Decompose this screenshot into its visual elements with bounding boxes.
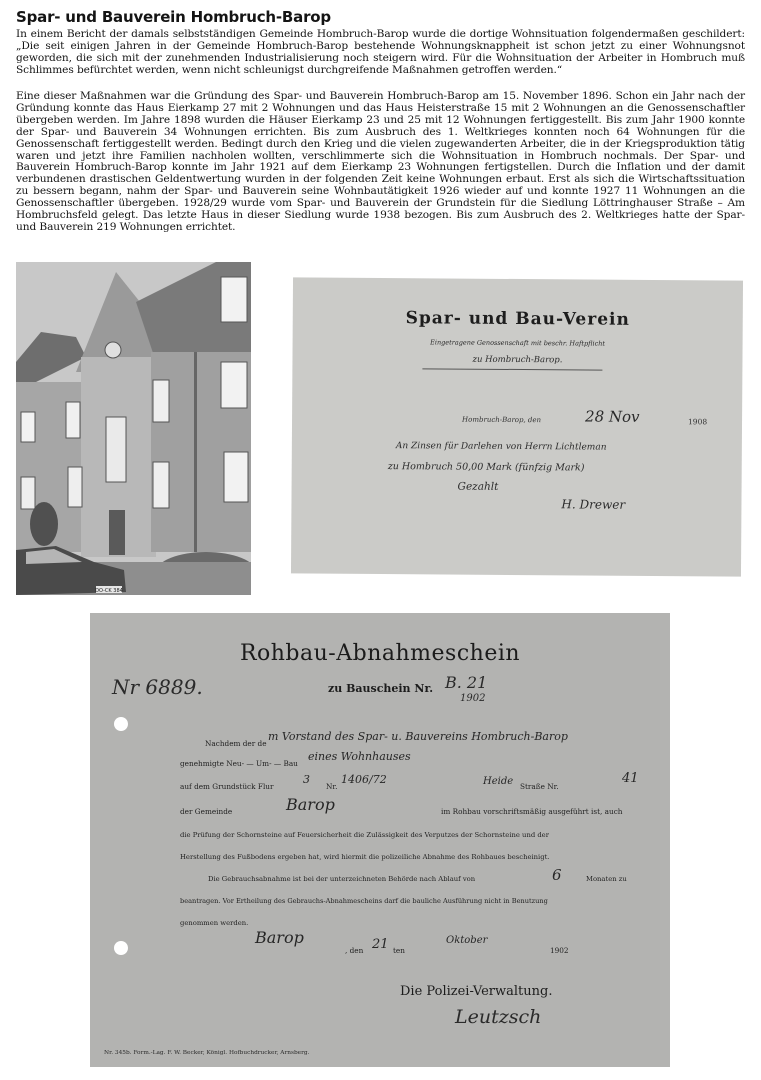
cert-line-2-hand: eines Wohnhauses: [308, 750, 411, 763]
intro-paragraph: In einem Bericht der damals selbstständigen Gemeinde Hombruch-Barop wurde die dortige Wohnsituation folgendermaßen geschildert: „Die seit einigen Jahren in der Gemeinde Hombruch-Barop bestehende Wohnungsknappheit ist schon jetzt zu einer Wohnungsnot geworden, die sich mit der zunehmenden Industrialisierung noch steigern wird. Für die Wohnsituation der Arbeiter in Hombruch muß Schlimmes befürchtet werden, wenn nicht schleunigst durchgreifende Maßnahmen getroffen werden.“: [16, 28, 745, 76]
receipt-hand-line-2: zu Hombruch 50,00 Mark (fünfzig Mark): [387, 461, 585, 474]
cert-line-5-print: die Prüfung der Schornsteine auf Feuersicherheit die Zulässigkeit des Verputzes der Schornsteine und der: [180, 831, 549, 839]
cert-line-4-print-b: im Rohbau vorschriftsmäßig ausgeführt ist, auch: [441, 807, 623, 816]
receipt-place: zu Hombruch-Barop.: [472, 354, 563, 366]
cert-date-suffix: ten: [393, 946, 405, 955]
receipt-date-handwritten: 28 Nov: [585, 407, 640, 426]
license-plate: DO-CK 384: [95, 588, 123, 594]
building-illustration: [16, 262, 251, 595]
certificate-hand-number: Nr 6889.: [112, 675, 203, 699]
cert-line-3-hand-b: 1406/72: [341, 773, 387, 786]
receipt-subtitle: Eingetragene Genossenschaft mit beschr. Haftpflicht: [430, 338, 606, 348]
page-heading: Spar- und Bauverein Hombruch-Barop: [16, 8, 331, 26]
receipt-hand-line-3: Gezahlt: [457, 480, 499, 493]
cert-date-prefix: , den: [345, 946, 364, 955]
receipt-document: [291, 277, 743, 576]
cert-date-day-hand: 21: [372, 937, 389, 952]
cert-date-month-hand: Oktober: [446, 935, 488, 946]
cert-line-4-hand: Barop: [286, 795, 335, 814]
cert-line-3-hand-a: 3: [303, 773, 310, 786]
cert-authority: Die Polizei-Verwaltung.: [400, 984, 553, 999]
cert-line-4-print-a: der Gemeinde: [180, 807, 233, 816]
cert-line-2-print: genehmigte Neu- — Um- — Bau: [180, 759, 298, 768]
cert-line-3-hand-d: 41: [622, 771, 639, 786]
punch-hole: [114, 941, 128, 955]
certificate-year-hand: 1902: [460, 693, 486, 704]
cert-signature: Leutzsch: [455, 1006, 542, 1028]
receipt-date-prefix: Hombruch-Barop, den: [462, 415, 542, 425]
certificate-schein-label: zu Bauschein Nr.: [328, 682, 434, 695]
cert-date-year: 1902: [550, 946, 569, 955]
certificate-document: [90, 613, 670, 1067]
punch-hole: [114, 717, 128, 731]
receipt-title: Spar- und Bau-Verein: [405, 308, 630, 330]
cert-line-6-print: Herstellung des Fußbodens ergeben hat, wird hiermit die polizeiliche Abnahme des Rohbaues bescheinigt.: [180, 853, 550, 861]
cert-line-3-print-c: Straße Nr.: [520, 782, 559, 791]
receipt-signature: H. Drewer: [561, 497, 626, 512]
cert-line-1-hand: m Vorstand des Spar- u. Bauvereins Hombruch-Barop: [268, 730, 568, 743]
building-photo: [16, 262, 251, 595]
certificate-schein-hand: B. 21: [445, 673, 488, 692]
cert-line-7-print-b: Monaten zu: [586, 875, 627, 883]
receipt-year: 1908: [688, 417, 708, 427]
cert-line-3-print-b: Nr.: [326, 782, 338, 791]
cert-line-1-print: Nachdem der de: [205, 739, 267, 748]
receipt-divider: [422, 368, 602, 370]
history-paragraph: Eine dieser Maßnahmen war die Gründung des Spar- und Bauverein Hombruch-Barop am 15. November 1896. Schon ein Jahr nach der Gründung konnte das Haus Eierkamp 27 mit 2 Wohnungen und das Haus Heisterstraße 15 mit 2 Wohnungen an die Genossenschaftler übergeben werden. Im Jahre 1898 wurden die Häuser Eierkamp 23 und 25 mit 12 Wohnungen fertiggestellt. Bis zum Jahr 1900 konnte der Spar- und Bauverein 34 Wohnungen errichten. Bis zum Ausbruch des 1. Weltkrieges konnten noch 64 Wohnungen für die Genossenschaft fertiggestellt werden. Bedingt durch den Krieg und die vielen zugewanderten Arbeiter, die in der Kriegsproduktion tätig waren und jetzt ihre Familien nachholen wollten, verschlimmerte sich die Wohnsituation in Hombruch nochmals. Der Spar- und Bauverein Hombruch-Barop konnte im Jahr 1921 auf dem Eierkamp 23 Wohnungen fertigstellen. Durch die Inflation und der damit verbundenen drastischen Geldentwertung wurden in der folgenden Zeit keine Wohnungen erbaut. Erst als sich die Wirtschaftssituation zu bessern begann, nahm der Spar- und Bauverein seine Wohnbautätigkeit 1926 wieder auf und konnte 1927 11 Wohnungen an die Genossenschaftler übergeben. 1928/29 wurde vom Spar- und Bauverein der Grundstein für die Siedlung Löttringhauser Straße – Am Hombruchsfeld gelegt. Das letzte Haus in dieser Siedlung wurde 1938 bezogen. Bis zum Ausbruch des 2. Weltkrieges hatte der Spar- und Bauverein 219 Wohnungen errichtet.: [16, 90, 745, 233]
cert-footer: Nr. 345b. Form.-Lag. F. W. Becker, Königl. Hofbuchdrucker, Arnsberg.: [104, 1050, 310, 1056]
cert-date-place-hand: Barop: [255, 928, 304, 947]
cert-line-3-hand-c: Heide: [483, 776, 514, 787]
receipt-hand-line-1: An Zinsen für Darlehen von Herrn Lichtleman: [395, 441, 607, 453]
cert-line-7-print-a: Die Gebrauchsabnahme ist bei der unterzeichneten Behörde nach Ablauf von: [208, 875, 476, 883]
cert-line-7-hand: 6: [552, 866, 562, 884]
cert-line-8-print: beantragen. Vor Ertheilung des Gebrauchs-Abnahmescheins darf die bauliche Ausführung nicht in Benutzung: [180, 897, 548, 905]
certificate-title: Rohbau-Abnahmeschein: [239, 641, 521, 666]
cert-line-9-print: genommen werden.: [180, 919, 249, 927]
cert-line-3-print-a: auf dem Grundstück Flur: [180, 782, 274, 791]
